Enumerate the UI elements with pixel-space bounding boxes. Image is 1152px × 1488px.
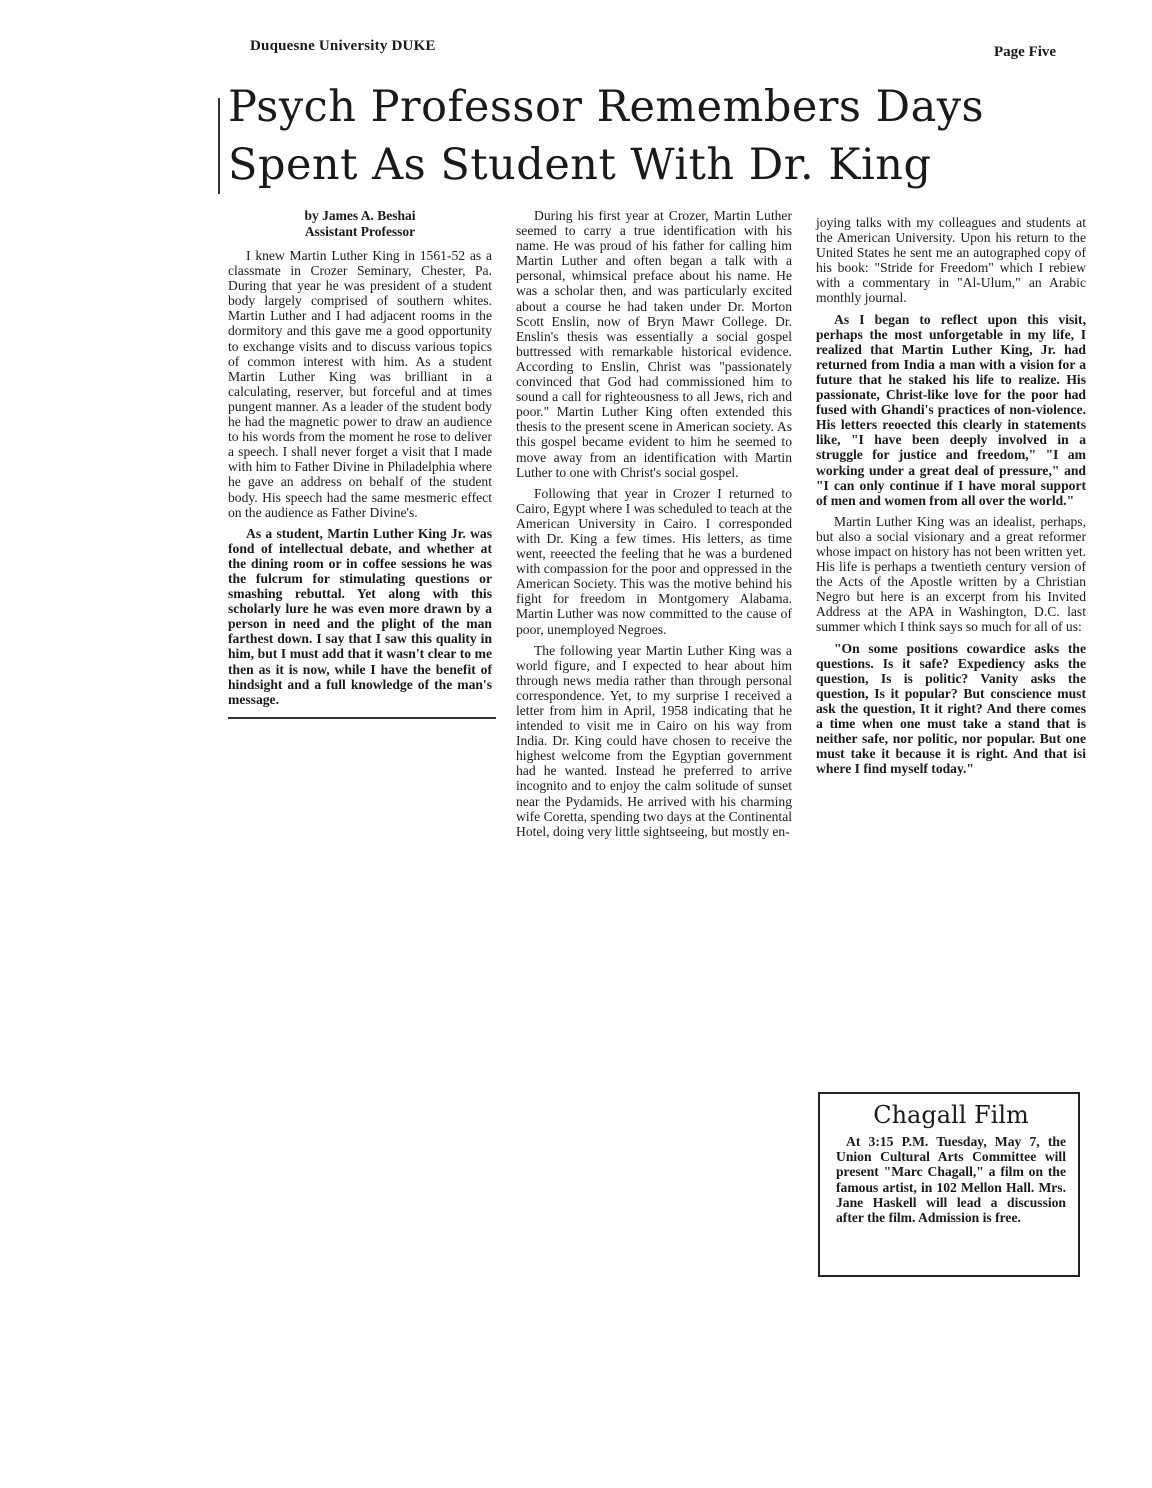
headline-line-1: Psych Professor Remembers Days	[228, 82, 985, 132]
article-column-2	[516, 208, 792, 845]
column-end-rule	[228, 717, 496, 719]
paragraph: joying talks with my colleagues and students at the American University. Upon his return to the United States he sent me an autographed copy of his book: "Stride for Freedom" which I rebiew with a commentary in "Al-Ulum," an Arabic monthly journal.	[816, 215, 1086, 306]
headline-rule	[218, 98, 220, 194]
paragraph-bold: As a student, Martin Luther King Jr. was fond of intellectual debate, and whether at the dining room or in coffee sessions he was the fulcrum for stimulating questions or smashing rebuttal. Yet along with this scholarly lure he was even more drawn by a person in need and the plight of the man farthest down. I say that I saw this quality in him, but I must add that it wasn't clear to me then as it is now, while I have the benefit of hindsight and a full knowledge of the man's message.	[228, 525, 492, 707]
publication-name: Duquesne University DUKE	[250, 38, 436, 54]
paragraph: Following that year in Crozer I returned to Cairo, Egypt where I was scheduled to teach at the American University in Cairo. I corresponded with Dr. King a few times. His letters, as time went, reeected the feeling that he was a burdened with compassion for the poor and oppressed in the American Society. This was the motive behind his fight for freedom in Montgomery Alabama. Martin Luther was now committed to the cause of poor, unemployed Negroes.	[516, 485, 792, 637]
paragraph: I knew Martin Luther King in 1561-52 as a classmate in Crozer Seminary, Chester, Pa. During that year he was president of a student body largely comprised of southern whites. Martin Luther and I had adjacent rooms in the dormitory and this gave me a good opportunity to exchange visits and to discuss various topics of common interest with him. As a student Martin Luther King was brilliant in a calculating, reserver, but forceful and at times pungent manner. As a leader of the student body he had the magnetic power to draw an audience to his words from the moment he rose to deliver a speech. I shall never forget a visit that I made with him to Father Divine in Philadelphia where he gave an address on behalf of the student body. His speech had the same mesmeric effect on the audience as Father Divine's.	[228, 248, 492, 520]
article-headline	[228, 78, 1108, 194]
byline-author: by James A. Beshai	[304, 208, 416, 223]
article-column-1	[228, 208, 492, 719]
notice-title: Chagall Film	[873, 1101, 1029, 1129]
article-column-3	[816, 215, 1086, 782]
page-number: Page Five	[994, 44, 1057, 60]
paragraph: During his first year at Crozer, Martin Luther seemed to carry a true identification with his name. He was proud of his father for calling him Martin Luther and often began a talk with a personal, whimsical preface about his name. He was a scholar then, and was particularly excited about a course he had taken under Dr. Morton Scott Enslin, now of Bryn Mawr College. Dr. Enslin's thesis was essentially a social gospel buttressed with remarkable historical evidence. According to Enslin, Christ was "passionately convinced that God had commissioned him to sound a call for righteousness to all Jews, rich and poor." Martin Luther King often extended this thesis to the present scene in American society. As this gospel became evident to him he seemed to move away from an identification with Martin Luther to one with Christ's social gospel.	[516, 208, 792, 480]
quote-paragraph: "On some positions cowardice asks the questions. Is it safe? Expediency asks the question, Is is politic? Vanity asks the question, Is it popular? But conscience must ask the question, It it right? And there comes a time when one must take a stand that is neither safe, nor politic, nor popular. But one must take it because it is right. And that isi where I find myself today."	[816, 640, 1086, 777]
chagall-film-notice	[818, 1092, 1080, 1277]
paragraph: Martin Luther King was an idealist, perhaps, but also a social visionary and a great reformer whose impact on history has not been written yet. His life is perhaps a twentieth century version of the Acts of the Apostle written by a Christian Negro but here is an excerpt from his Invited Address at the APA in Washington, D.C. last summer which I think says so much for all of us:	[816, 513, 1086, 635]
paragraph-bold: As I began to reflect upon this visit, perhaps the most unforgetable in my life, I realized that Martin Luther King, Jr. had returned from India a man with a vision for a future that he staked his life to realize. His passionate, Christ-like love for the poor had fused with Ghandi's practices of non-violence. His letters reoected this clearly in statements like, "I have been deeply involved in a struggle for justice and freedom," "I am working under a great deal of pressure," and "I can only continue if I have moral support of men and women from all over the world."	[816, 311, 1086, 508]
notice-text: At 3:15 P.M. Tuesday, May 7, the Union Cultural Arts Committee will present "Marc Chagall," a film on the famous artist, in 102 Mellon Hall. Mrs. Jane Haskell will lead a discussion after the film. Admission is free.	[836, 1134, 1066, 1226]
headline-line-2: Spent As Student With Dr. King	[228, 140, 932, 190]
byline	[228, 208, 492, 240]
byline-title: Assistant Professor	[304, 224, 416, 239]
paragraph: The following year Martin Luther King was a world figure, and I expected to hear about him through news media rather than through personal correspondence. Yet, to my surprise I received a letter from him in April, 1958 indicating that he intended to visit me in Cairo on his way from India. Dr. King could have chosen to receive the highest welcome from the Egyptian government had he wanted. Instead he preferred to arrive incognito and to enjoy the calm solitude of sunset near the Pydamids. He arrived with his charming wife Coretta, spending two days at the Continental Hotel, doing very little sightseeing, but mostly en-	[516, 642, 792, 839]
